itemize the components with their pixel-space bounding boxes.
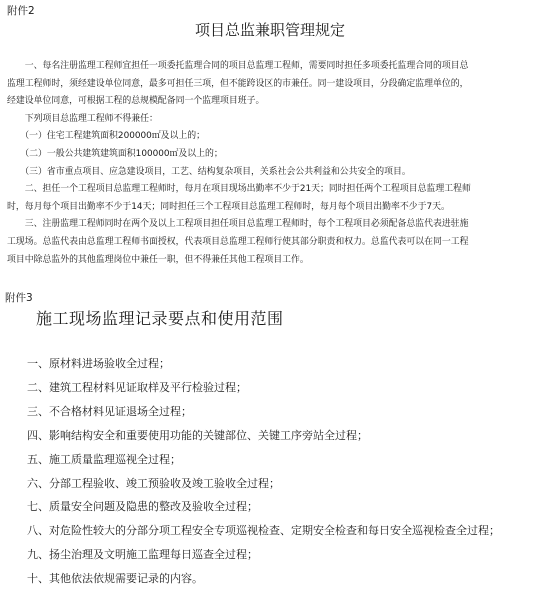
attachment-2-body: [7, 58, 535, 269]
list-item: 七、质量安全问题及隐患的整改及验收全过程；: [27, 500, 258, 514]
list-item: 五、施工质量监理巡视全过程；: [27, 452, 181, 466]
list-item: 九、扬尘治理及文明施工监理每日巡查全过程；: [27, 548, 258, 562]
body-line: （三）省市重点项目、应急建设项目，工艺、结构复杂项目，关系社会公共利益和公共安全的项目。: [7, 166, 411, 177]
body-line: 一、每名注册监理工程师宜担任一项委托监理合同的项目总监理工程师，需要同时担任多项委托监理合同的项目总: [7, 61, 469, 71]
body-line: 下列项目总监理工程师不得兼任：: [7, 113, 158, 124]
list-item: 八、对危险性较大的分部分项工程安全专项巡视检查、定期安全检查和每日安全巡视检查全过程；: [27, 524, 500, 538]
list-item: 十、其他依法依规需要记录的内容。: [27, 572, 203, 586]
list-item: 三、不合格材料见证退场全过程；: [27, 404, 192, 418]
attachment-3-title: 施工现场监理记录要点和使用范围: [36, 309, 284, 328]
body-line: 三、注册监理工程师同时在两个及以上工程项目担任项目总监理工程师时，每个工程项目必须配备总监代表进驻施: [7, 219, 469, 230]
list-item: 一、原材料进场验收全过程；: [27, 357, 170, 370]
attachment-3-label: 附件3: [5, 292, 33, 304]
list-item: 四、影响结构安全和重要使用功能的关键部位、关键工序旁站全过程；: [27, 428, 368, 442]
body-line: 工现场。总监代表由总监理工程师书面授权，代表项目总监理工程师行使其部分职责和权力。总监代表可以在同一工程: [7, 236, 469, 247]
attachment-2-label: 附件2: [7, 5, 35, 17]
body-line: 监理工程师时，须经建设单位同意，最多可担任三项，但不能跨设区的市兼任。同一建设项目，分段确定监理单位的，: [7, 78, 469, 89]
body-line: 经建设单位同意，可根据工程的总规模配备同一个监理项目班子。: [7, 96, 265, 107]
attachment-2-title: 项目总监兼职管理规定: [194, 21, 345, 39]
body-line: 项目中除总监外的其他监理岗位中兼任一职，但不得兼任其他工程项目工作。: [7, 254, 309, 265]
body-line: 时，每月每个项目出勤率不少于14天；同时担任三个工程项目总监理工程师时，每月每个项目出勤率不少于7天。: [7, 201, 450, 212]
body-line: （二）一般公共建筑建筑面积100000㎡及以上的；: [7, 148, 223, 159]
body-line: 二、担任一个工程项目总监理工程师时，每月在项目现场出勤率不少于21天；同时担任两个工程项目总监理工程师: [7, 184, 471, 195]
body-line: （一）住宅工程建筑面积200000㎡及以上的；: [7, 131, 206, 142]
list-item: 二、建筑工程材料见证取样及平行检验过程；: [27, 380, 247, 394]
list-item: 六、分部工程验收、竣工预验收及竣工验收全过程；: [27, 476, 280, 490]
record-points-list: [27, 352, 500, 591]
